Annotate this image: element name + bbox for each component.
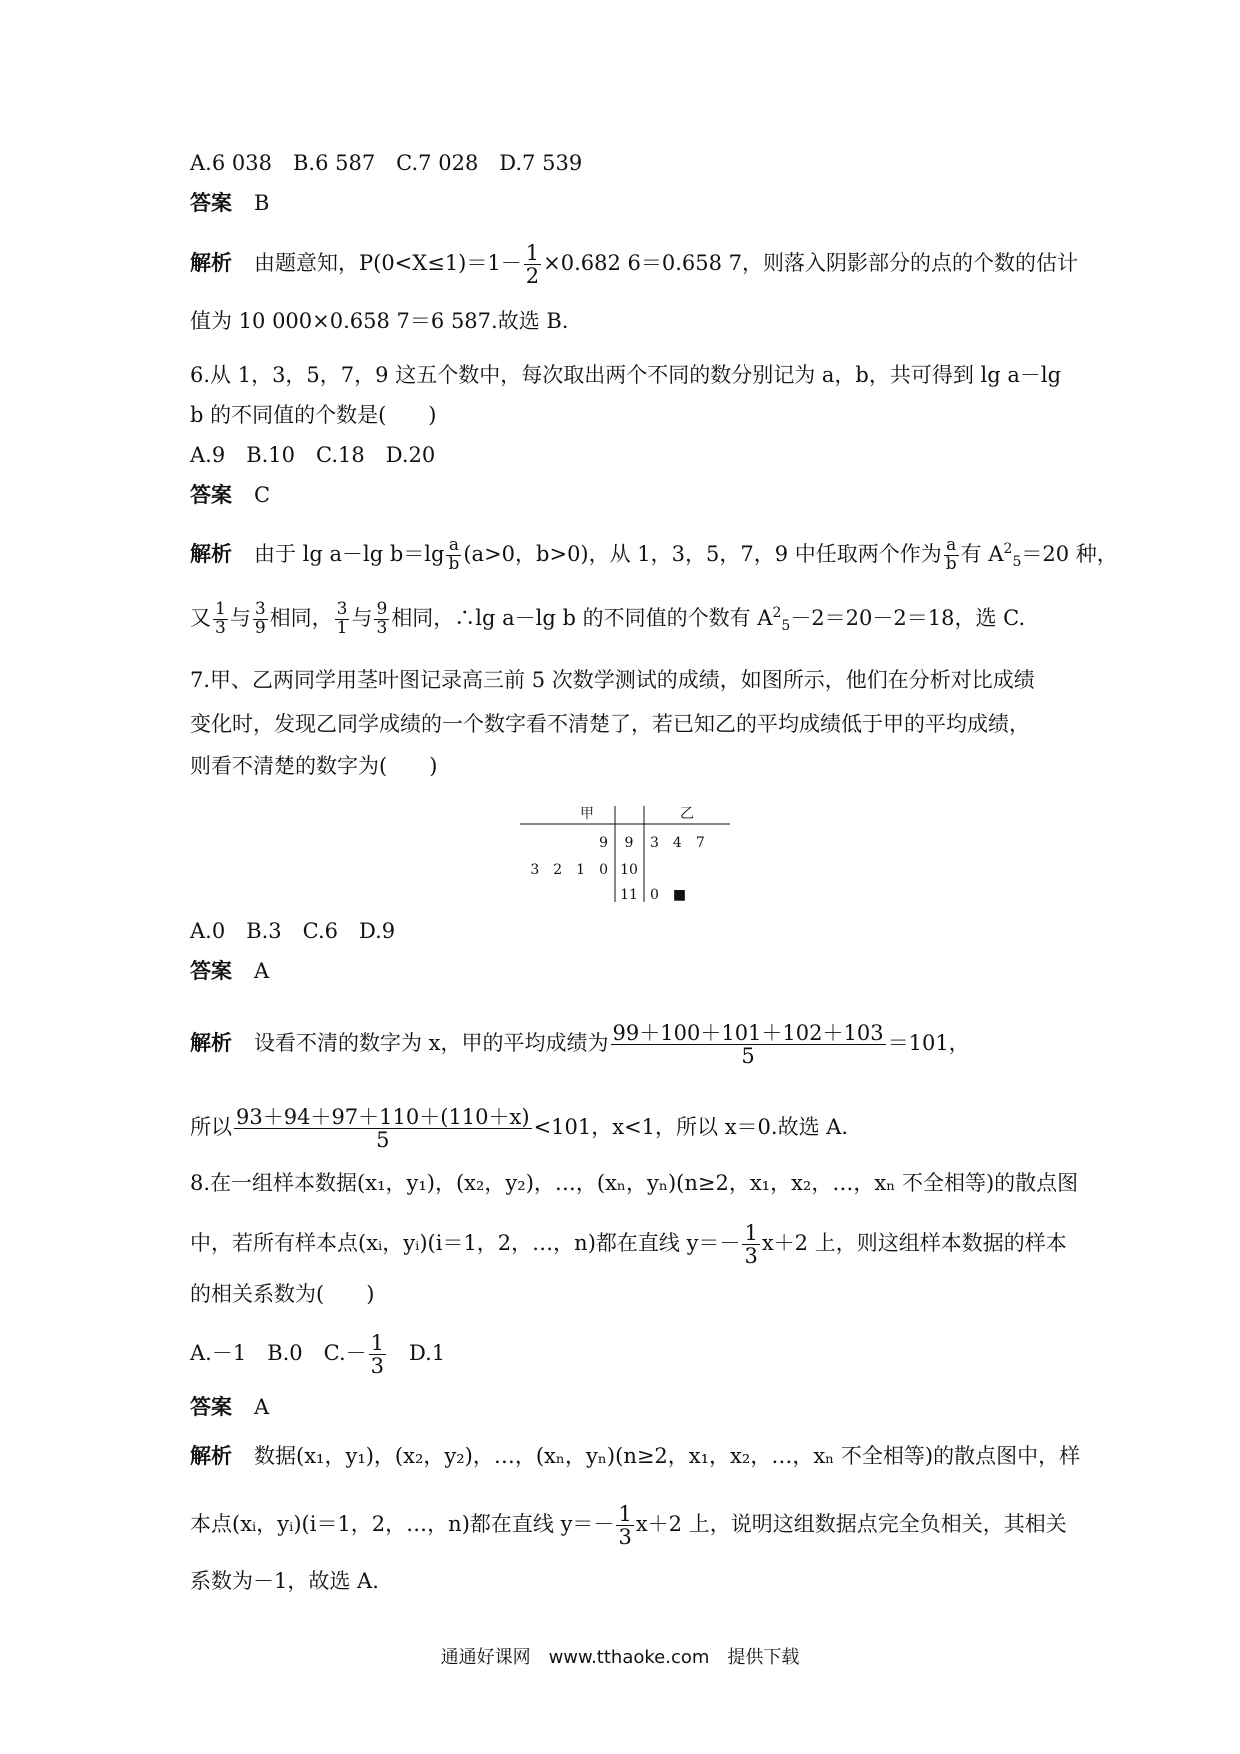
q7-s1-a: 设看不清的数字为 x，甲的平均成绩为 [254,1031,609,1056]
frac-numerator: a [448,535,459,556]
q5-sol1-text-b: ×0.682 6＝0.658 7，则落入阴影部分的点的个数的估计 [543,251,1079,276]
answer-value: C [254,483,271,507]
q5-sol1-text-a: 由题意知，P(0<X≤1)＝1－ [254,251,522,276]
q6-solution-line-2 [190,598,1025,641]
plot-r1-stem: 9 [624,835,634,851]
frac-numerator: 1 [744,1221,758,1245]
plot-r3-right-leaves: 0 ■ [650,887,687,902]
q8-s2-b: x＋2 上，说明这组数据点完全负相关，其相关 [635,1512,1067,1537]
answer-label: 答案 [190,1395,232,1419]
superscript: 2 [1003,541,1013,557]
plot-r2-left-leaves: 3 2 1 0 [530,862,608,878]
solution-label: 解析 [190,1444,232,1468]
q7-stem-line-2: 变化时，发现乙同学成绩的一个数字看不清楚了，若已知乙的平均成绩低于甲的平均成绩， [190,712,1030,736]
frac-denominator: 3 [370,1354,385,1379]
frac-denominator: b [945,554,957,574]
plot-head-left: 甲 [580,806,594,822]
q6-s2-b: 与 [229,606,251,630]
frac-numerator: 99＋100＋101＋102＋103 [612,1021,884,1045]
frac-numerator: 3 [336,599,348,620]
q6-s2-e: 相同，∴lg a－lg b 的不同值的个数有 A [391,606,773,630]
solution-label: 解析 [190,1031,232,1056]
q6-s2-d: 与 [351,606,373,630]
q7-s1-b: ＝101， [887,1031,970,1056]
q7-s2-a: 所以 [190,1115,232,1140]
q7-stem-line-1: 7.甲、乙两同学用茎叶图记录高三前 5 次数学测试的成绩，如图所示，他们在分析对比成绩 [190,668,1035,692]
fraction [742,1222,759,1267]
fraction [524,242,541,287]
q6-stem-line-2: b 的不同值的个数是( ) [190,403,437,427]
solution-label: 解析 [190,542,232,566]
q6-s1-d: ＝20 种， [1021,542,1118,566]
q8-stem-line-3: 的相关系数为( ) [190,1282,375,1306]
frac-denominator: 1 [336,618,348,638]
answer-label: 答案 [190,483,232,507]
q8-stem2-b: x＋2 上，则这组样本数据的样本 [761,1231,1067,1256]
frac-numerator: a [946,535,957,556]
stem-leaf-plot [520,802,730,902]
q8-answer-line [190,1392,269,1422]
frac-numerator: 3 [254,599,266,620]
fraction [611,1022,886,1067]
frac-denominator: 3 [618,1525,632,1550]
q6-solution-line-1 [190,534,1118,577]
q8-stem-line-1: 8.在一组样本数据(x₁，y₁)，(x₂，y₂)，…，(xₙ，yₙ)(n≥2，x₁，x₂，…，xₙ 不全相等)的散点图 [190,1171,1079,1195]
fraction [335,601,350,638]
fraction [446,537,461,574]
frac-numerator: 1 [525,241,540,265]
frac-denominator: 5 [234,1128,532,1151]
frac-numerator: 9 [376,599,388,620]
q6-s2-f: －2＝20－2＝18，选 C. [790,606,1026,630]
frac-denominator: 5 [611,1044,886,1067]
q8-solution-line-2 [190,1503,1067,1548]
frac-denominator: 3 [376,618,388,638]
q5-answer-line [190,188,269,218]
q7-stem-line-3: 则看不清楚的数字为( ) [190,754,438,778]
frac-denominator: 3 [744,1244,758,1269]
page-footer: 通通好课网 www.tthaoke.com 提供下载 [440,1647,800,1668]
frac-numerator: 1 [370,1331,385,1355]
fraction [616,1503,633,1548]
plot-r1-right-leaves: 3 4 7 [650,835,705,851]
answer-label: 答案 [190,191,232,215]
plot-head-right: 乙 [680,806,694,822]
q6-s2-c: 相同， [269,606,333,630]
q5-solution-line-1 [190,242,1078,287]
q8-opt-a: A.－1 B.0 C.－ [190,1341,367,1366]
q6-options: A.9 B.10 C.18 D.20 [190,443,436,467]
q8-s2-a: 本点(xᵢ，yᵢ)(i＝1，2，…，n)都在直线 y＝－ [190,1512,615,1537]
answer-value: B [254,191,270,215]
superscript: 2 [772,605,782,621]
plot-r2-stem: 10 [620,862,638,878]
q5-solution-line-2: 值为 10 000×0.658 7＝6 587.故选 B. [190,309,569,333]
q7-s2-b: <101，x<1，所以 x＝0.故选 A. [533,1115,849,1140]
q6-answer-line [190,480,270,510]
answer-value: A [254,1395,270,1419]
q6-stem-line-1: 6.从 1，3，5，7，9 这五个数中，每次取出两个不同的数分别记为 a，b，共可得到 lg a－lg [190,363,1062,387]
subscript: 5 [781,618,791,635]
fraction [253,601,268,638]
q6-s2-a: 又 [190,606,211,630]
q6-s1-b: (a>0，b>0)，从 1，3，5，7，9 中任取两个作为 [463,542,942,566]
q8-opt-b: D.1 [388,1341,446,1366]
q8-s1: 数据(x₁，y₁)，(x₂，y₂)，…，(xₙ，yₙ)(n≥2，x₁，x₂，…，xₙ 不全相等)的散点图中，样 [254,1444,1081,1468]
fraction [213,601,228,638]
plot-r3-stem: 11 [620,887,638,902]
q8-stem2-a: 中，若所有样本点(xᵢ，yᵢ)(i＝1，2，…，n)都在直线 y＝－ [190,1231,741,1256]
answer-value: A [254,959,270,983]
plot-r1-left-leaves: 9 [599,835,608,851]
q8-solution-line-1 [190,1441,1080,1471]
q7-answer-line [190,956,269,986]
q7-options: A.0 B.3 C.6 D.9 [190,919,396,943]
answer-label: 答案 [190,959,232,983]
frac-denominator: b [448,554,460,574]
frac-denominator: 9 [254,618,266,638]
fraction [374,601,389,638]
q8-options [190,1332,445,1377]
q7-solution-line-1 [190,1022,970,1067]
q5-options: A.6 038 B.6 587 C.7 028 D.7 539 [190,151,583,175]
fraction [234,1106,532,1151]
q8-stem-line-2 [190,1222,1067,1267]
q6-s1-a: 由于 lg a－lg b＝lg [254,542,445,566]
q8-solution-line-3: 系数为－1，故选 A. [190,1569,379,1593]
frac-denominator: 3 [215,618,226,638]
q7-solution-line-2 [190,1106,848,1151]
frac-numerator: 1 [215,599,226,620]
frac-numerator: 1 [618,1502,632,1526]
fraction [944,537,959,574]
q6-s1-c: 有 A [960,542,1004,566]
fraction [369,1332,386,1377]
frac-numerator: 93＋94＋97＋110＋(110＋x) [236,1105,530,1129]
subscript: 5 [1012,554,1022,571]
solution-label: 解析 [190,251,232,276]
frac-denominator: 2 [525,264,540,289]
